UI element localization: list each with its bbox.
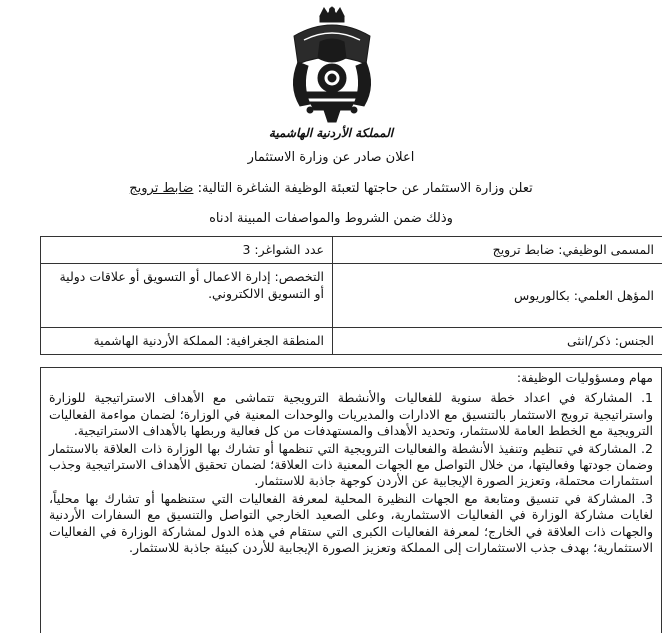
tasks-heading: مهام ومسؤوليات الوظيفة: [516,370,653,385]
jordan-coat-of-arms-icon [280,6,384,126]
vacancies-cell: عدد الشواغر: 3 [41,237,333,264]
qualification-cell: المؤهل العلمي: بكالوريوس [333,264,662,328]
table-row [41,328,662,355]
conditions-line: وذلك ضمن الشروط والمواصفات المبينة ادناه [209,211,453,226]
kingdom-name: المملكة الأردنية الهاشمية [268,126,394,140]
table-row [41,264,662,328]
task-item: 3. المشاركة في تنسيق ومتابعة مع الجهات النظيرة المحلية لمعرفة الفعاليات التي ستنظمها أو تشارك بها محلياً، لغايات مشاركة الوزارة في الفعاليات الاستثمارية، وعلى الصعيد الخارجي التواصل والتنسيق مع السفارات الأردنية والجهات ذات العلاقة في الخارج؛ لمعرفة الفعاليات الكبرى التي ستقام في هذه الدول لمشاركة الوزارة في الفعاليات الاستثمارية؛ بهدف جذب الاستثمارات إلى المملكة وتعزيز الصورة الإيجابية للأردن كبيئة جاذبة للاستثمار. [49,490,653,556]
intro-line [40,181,622,196]
intro-text: تعلن وزارة الاستثمار عن حاجتها لتعبئة الوظيفة الشاغرة التالية: [197,181,533,196]
announcement-title: اعلان صادر عن وزارة الاستثمار [247,150,415,165]
region-cell: المنطقة الجغرافية: المملكة الأردنية الهاشمية [41,328,333,355]
job-highlight: ضابط ترويج [129,181,194,196]
task-item: 1. المشاركة في اعداد خطة سنوية للفعاليات والأنشطة الترويجية تتماشى مع الأهداف الاستراتيجية للوزارة واستراتيجية ترويج الاستثمار بالتنسيق مع الادارات والمديريات والوحدات المعنية في الوزارة؛ لضمان مواءمة الفعاليات الترويجية مع الخطط العامة للاستثمار، وتحديد الأهداف والمستهدفات من كل فعالية وربطها بالأهداف الاستراتيجية. [49,390,653,439]
gender-cell: الجنس: ذكر/انثى [333,328,662,355]
task-item: 2. المشاركة في تنظيم وتنفيذ الأنشطة والفعاليات الترويجية التي تنظمها أو تشارك بها الوزارة ذات العلاقة بالاستثمار وضمان جودتها وفعاليتها، من خلال التواصل مع الجهات المعنية ذات العلاقة؛ لضمان تحقيق الأهداف الاستراتيجية وجذب استثمارات محتملة، وتعزيز الصورة الإيجابية عن الأردن كوجهة جاذبة للاستثمار. [49,440,653,489]
job-details-table [40,236,662,355]
specialization-cell: التخصص: إدارة الاعمال أو التسويق أو علاقات دولية أو التسويق الالكتروني. [41,264,333,328]
table-row [41,237,662,264]
job-title-cell: المسمى الوظيفي: ضابط ترويج [333,237,662,264]
tasks-section [40,367,662,633]
